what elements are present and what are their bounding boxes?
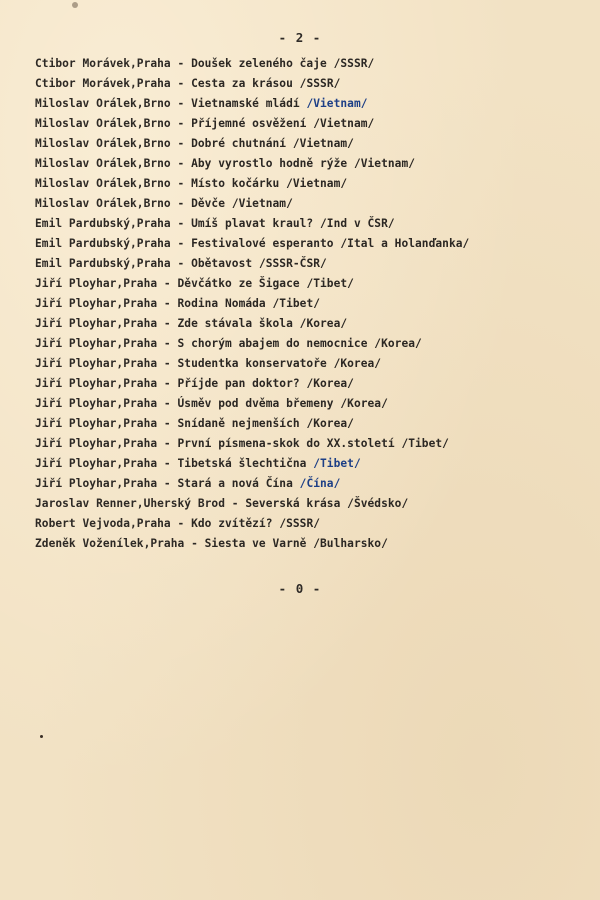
entry-separator: - [157,377,178,390]
entry-author: Emil Pardubský,Praha [35,237,171,250]
entry-title: Dobré chutnání [191,137,287,150]
entry-origin: /SSSR/ [279,517,321,530]
entry-separator: - [170,177,192,190]
entry-line [35,354,590,374]
entry-line [35,214,590,234]
entry-title: Zde stávala škola [177,317,293,330]
entry-origin: /Korea/ [306,377,354,390]
entry-line [35,534,590,554]
entry-author: Jiří Ployhar,Praha [35,397,158,410]
entry-title: Doušek zeleného čaje [191,57,327,70]
entry-title: Děvčátko ze Šigace [177,277,300,290]
entry-origin: /Korea/ [333,357,382,370]
entry-space [327,357,334,370]
entry-separator: - [157,437,178,450]
entry-origin: /Korea/ [306,417,354,430]
page-number: - 2 - [278,30,322,45]
entry-author: Emil Pardubský,Praha [35,257,171,270]
entry-origin: /Bulharsko/ [313,537,388,550]
entry-title: Studentka konservatoře [177,357,327,370]
entry-author: Emil Pardubský,Praha [35,217,171,230]
entry-origin: /Korea/ [299,317,348,330]
entry-title: Úsměv pod dvěma břemeny [177,397,334,410]
entry-origin-handwritten-correction: /Čína/ [299,477,341,490]
entry-space [266,297,273,310]
entry-title: Aby vyrostlo hodně rýže [191,157,348,170]
entry-origin: /Vietnam/ [286,177,348,190]
entry-origin-handwritten-correction: /Vietnam/ [306,97,368,110]
entry-origin: /Švédsko/ [347,497,409,510]
entry-title: Děvče [191,197,226,210]
entry-list [35,54,590,554]
entry-author: Jiří Ployhar,Praha [35,377,158,390]
entry-origin: /Korea/ [374,337,422,350]
entry-origin-handwritten-correction: /Tibet/ [313,457,361,470]
entry-separator: - [157,397,178,410]
entry-separator: - [184,537,205,550]
entry-line [35,194,590,214]
entry-origin: /SSSR/ [299,77,341,90]
entry-separator: - [157,297,178,310]
entry-space [286,137,293,150]
entry-origin: /Ital a Holanďanka/ [340,237,470,250]
entry-line [35,414,590,434]
entry-origin: /Ind v ČSR/ [320,217,395,230]
entry-author: Jiří Ployhar,Praha [35,437,158,450]
entry-author: Miloslav Orálek,Brno [35,97,171,110]
entry-separator: - [157,317,178,330]
entry-separator: - [170,517,192,530]
entry-title: Tibetská šlechtična [177,457,307,470]
entry-author: Jiří Ployhar,Praha [35,277,158,290]
entry-title: Siesta ve Varně [204,537,307,550]
entry-line [35,94,590,114]
entry-author: Jiří Ployhar,Praha [35,317,158,330]
entry-space [225,197,232,210]
entry-space [293,317,300,330]
entry-separator: - [157,477,178,490]
paper-mark [72,2,78,8]
entry-line [35,494,590,514]
entry-line [35,174,590,194]
entry-space [293,77,300,90]
entry-line [35,514,590,534]
end-mark: - 0 - [278,581,322,596]
entry-author: Jiří Ployhar,Praha [35,457,158,470]
entry-author: Jiří Ployhar,Praha [35,477,158,490]
entry-line [35,54,590,74]
entry-title: S chorým abajem do nemocnice [177,337,368,350]
entry-origin: /Vietnam/ [353,157,416,170]
entry-line [35,454,590,474]
entry-author: Miloslav Orálek,Brno [35,177,171,190]
entry-line [35,474,590,494]
entry-origin: /SSSR/ [333,57,375,70]
entry-title: Rodina Nomáda [177,297,266,310]
entry-author: Miloslav Orálek,Brno [35,157,171,170]
entry-title: Cesta za krásou [191,77,293,90]
entry-space [252,257,259,270]
entry-origin: /SSSR-ČSR/ [258,257,327,270]
entry-author: Robert Vejvoda,Praha [35,517,171,530]
entry-line [35,234,590,254]
entry-separator: - [170,237,192,250]
entry-author: Jiří Ployhar,Praha [35,297,158,310]
entry-separator: - [170,197,192,210]
entry-title: Příjemné osvěžení [191,117,307,130]
entry-author: Jiří Ployhar,Praha [35,337,158,350]
entry-line [35,314,590,334]
entry-line [35,74,590,94]
entry-title: Stará a nová Čína [177,477,293,490]
entry-title: Severská krása [245,497,341,510]
entry-separator: - [170,217,192,230]
entry-author: Jaroslav Renner,Uherský Brod [35,497,225,510]
entry-separator: - [170,257,192,270]
entry-line [35,154,590,174]
entry-author: Miloslav Orálek,Brno [35,137,171,150]
entry-author: Jiří Ployhar,Praha [35,417,158,430]
entry-title: Vietnamské mládí [191,97,300,110]
entry-separator: - [170,137,192,150]
entry-space [327,57,334,70]
entry-line [35,114,590,134]
entry-origin: /Tibet/ [272,297,321,310]
entry-separator: - [170,117,192,130]
entry-author: Jiří Ployhar,Praha [35,357,158,370]
entry-line [35,254,590,274]
entry-line [35,434,590,454]
entry-separator: - [170,97,192,110]
entry-line [35,334,590,354]
entry-line [35,134,590,154]
ink-speck [40,735,43,738]
entry-author: Miloslav Orálek,Brno [35,197,171,210]
entry-space [347,157,354,170]
entry-origin: /Korea/ [340,397,388,410]
entry-line [35,274,590,294]
entry-author: Zdeněk Voženílek,Praha [35,537,185,550]
entry-title: Obětavost [191,257,253,270]
entry-line [35,294,590,314]
entry-title: První písmena-skok do XX.století [177,437,395,450]
entry-space [313,217,320,230]
entry-separator: - [157,457,178,470]
entry-origin: /Vietnam/ [292,137,354,150]
entry-separator: - [157,417,178,430]
entry-separator: - [157,357,178,370]
entry-title: Příjde pan doktor? [177,377,300,390]
entry-title: Snídaně nejmenších [177,417,300,430]
entry-title: Festivalové esperanto [191,237,334,250]
entry-origin: /Vietnam/ [313,117,375,130]
entry-separator: - [170,77,192,90]
entry-space [293,477,300,490]
entry-separator: - [170,157,192,170]
entry-title: Kdo zvítězí? [191,517,273,530]
entry-separator: - [225,497,246,510]
entry-origin: /Tibet/ [306,277,354,290]
entry-separator: - [157,277,178,290]
entry-author: Ctibor Morávek,Praha [35,57,171,70]
entry-title: Místo kočárku [191,177,280,190]
entry-line [35,394,590,414]
entry-line [35,374,590,394]
entry-origin: /Vietnam/ [231,197,293,210]
entry-origin: /Tibet/ [401,437,449,450]
entry-author: Ctibor Morávek,Praha [35,77,171,90]
entry-separator: - [157,337,178,350]
entry-author: Miloslav Orálek,Brno [35,117,171,130]
entry-title: Umíš plavat kraul? [191,217,314,230]
entry-separator: - [170,57,192,70]
